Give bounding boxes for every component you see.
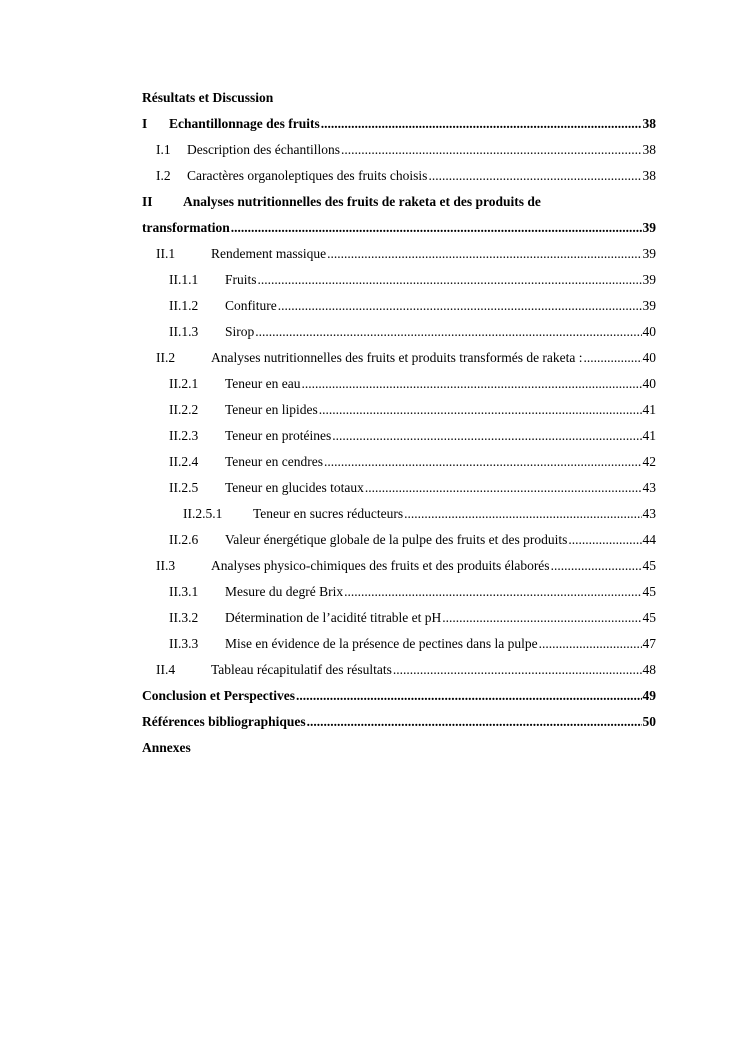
toc-entry-I-1[interactable] — [142, 140, 656, 166]
dot-leader — [319, 400, 642, 420]
toc-entry-number: II.3 — [156, 558, 176, 573]
toc-entry-label: Détermination de l’acidité titrable et pH — [225, 610, 442, 625]
toc-entry-number: II.2.3 — [169, 428, 199, 443]
toc-entry-I-2[interactable] — [142, 166, 656, 192]
toc-entry-page: 39 — [642, 298, 656, 313]
toc-entry-II-1-2[interactable] — [142, 296, 656, 322]
toc-entry-number: I — [142, 116, 148, 131]
toc-entry-II-3-1[interactable] — [142, 582, 656, 608]
toc-entry-II-3[interactable] — [142, 556, 656, 582]
toc-entry-label: Teneur en lipides — [225, 402, 318, 417]
dot-leader — [296, 686, 642, 706]
dot-leader — [365, 478, 642, 498]
toc-entry-II-2-1[interactable] — [142, 374, 656, 400]
toc-entry-page: 40 — [642, 350, 656, 365]
toc-entry-I[interactable] — [142, 114, 656, 140]
toc-entry-number: II.1.2 — [169, 298, 199, 313]
toc-entry-number: I.1 — [156, 142, 171, 157]
toc-entry-page: 38 — [642, 116, 656, 131]
dot-leader — [307, 712, 642, 732]
toc-entry-page: 39 — [642, 272, 656, 287]
toc-entry-label: Valeur énergétique globale de la pulpe des fruits et des produits — [225, 532, 568, 547]
toc-entry-number: II.2.2 — [169, 402, 199, 417]
toc-entry-page: 45 — [642, 584, 656, 599]
dot-leader — [551, 556, 642, 576]
toc-entry-number: II.2.6 — [169, 532, 199, 547]
toc-entry-label: Références bibliographiques — [142, 714, 306, 729]
dot-leader — [341, 140, 642, 160]
table-of-contents — [142, 88, 656, 764]
toc-entry-label: Confiture — [225, 298, 277, 313]
toc-entry-label: Caractères organoleptiques des fruits choisis — [187, 168, 428, 183]
toc-entry-II-4[interactable] — [142, 660, 656, 686]
toc-entry-label: Tableau récapitulatif des résultats — [211, 662, 392, 677]
toc-entry-number: I.2 — [156, 168, 171, 183]
toc-entry-page: 47 — [642, 636, 656, 651]
toc-entry-page: 43 — [642, 480, 656, 495]
toc-entry-number: II.2.5 — [169, 480, 199, 495]
toc-entry-label-line2: transformation — [142, 220, 230, 235]
dot-leader — [584, 348, 642, 368]
toc-entry-label: Teneur en sucres réducteurs — [253, 506, 404, 521]
toc-entry-page: 40 — [642, 324, 656, 339]
toc-entry-number: II.2.1 — [169, 376, 199, 391]
toc-entry-page: 45 — [642, 610, 656, 625]
toc-entry-label: Teneur en protéines — [225, 428, 332, 443]
dot-leader — [327, 244, 641, 264]
toc-entry-page: 48 — [642, 662, 656, 677]
toc-entry-page: 38 — [642, 168, 656, 183]
toc-entry-page: 50 — [642, 714, 656, 729]
dot-leader — [321, 114, 642, 134]
toc-entry-II-1-3[interactable] — [142, 322, 656, 348]
toc-entry-II-2-6[interactable] — [142, 530, 656, 556]
toc-entry-page: 44 — [642, 532, 656, 547]
toc-entry-label: Teneur en glucides totaux — [225, 480, 364, 495]
toc-entry-label: Rendement massique — [211, 246, 327, 261]
section-title: Résultats et Discussion — [142, 90, 274, 105]
toc-entry-number: II.2.5.1 — [183, 506, 223, 521]
toc-entry-references[interactable] — [142, 712, 656, 738]
dot-leader — [539, 634, 642, 654]
toc-entry-label: Description des échantillons — [187, 142, 340, 157]
dot-leader — [442, 608, 641, 628]
toc-entry-II-2-5[interactable] — [142, 478, 656, 504]
toc-entry-number: II.1.3 — [169, 324, 199, 339]
toc-entry-number: II.1.1 — [169, 272, 199, 287]
toc-entry-II[interactable] — [142, 192, 656, 244]
toc-entry-page: 41 — [642, 402, 656, 417]
toc-entry-label: Analyses physico-chimiques des fruits et des produits élaborés — [211, 558, 550, 573]
toc-entry-II-2-4[interactable] — [142, 452, 656, 478]
toc-entry-page: 49 — [642, 688, 656, 703]
toc-entry-page: 45 — [642, 558, 656, 573]
toc-entry-number: II.3.1 — [169, 584, 199, 599]
dot-leader — [302, 374, 642, 394]
toc-entry-number: II.2 — [156, 350, 176, 365]
toc-entry-page: 41 — [642, 428, 656, 443]
toc-entry-page: 42 — [642, 454, 656, 469]
toc-entry-number: II.3.2 — [169, 610, 199, 625]
dot-leader — [324, 452, 641, 472]
toc-entry-number: II.4 — [156, 662, 176, 677]
dot-leader — [255, 322, 641, 342]
dot-leader — [393, 660, 642, 680]
toc-entry-label: Echantillonnage des fruits — [169, 116, 320, 131]
toc-entry-II-3-3[interactable] — [142, 634, 656, 660]
toc-entry-page: 43 — [642, 506, 656, 521]
toc-entry-label: Teneur en cendres — [225, 454, 324, 469]
dot-leader — [278, 296, 642, 316]
toc-entry-conclusion[interactable] — [142, 686, 656, 712]
toc-entry-number: II.1 — [156, 246, 176, 261]
toc-entry-II-2[interactable] — [142, 348, 656, 374]
toc-entry-page: 39 — [642, 246, 656, 261]
toc-entry-label: Fruits — [225, 272, 257, 287]
toc-entry-II-1-1[interactable] — [142, 270, 656, 296]
dot-leader — [258, 270, 642, 290]
toc-entry-II-2-3[interactable] — [142, 426, 656, 452]
annexes-title[interactable]: Annexes — [142, 740, 191, 755]
toc-entry-number: II.3.3 — [169, 636, 199, 651]
toc-entry-page: 38 — [642, 142, 656, 157]
toc-entry-II-2-5-1[interactable] — [142, 504, 656, 530]
dot-leader — [404, 504, 641, 524]
dot-leader — [332, 426, 641, 446]
toc-entry-label: Mise en évidence de la présence de pectines dans la pulpe — [225, 636, 538, 651]
toc-entry-label: Mesure du degré Brix — [225, 584, 344, 599]
toc-entry-label: Conclusion et Perspectives — [142, 688, 295, 703]
toc-entry-II-1[interactable] — [142, 244, 656, 270]
toc-entry-number: II — [142, 194, 153, 209]
toc-entry-page: 40 — [642, 376, 656, 391]
toc-entry-label: Analyses nutritionnelles des fruits et produits transformés de raketa : — [211, 350, 583, 365]
dot-leader — [428, 166, 641, 186]
toc-entry-number: II.2.4 — [169, 454, 199, 469]
toc-entry-II-2-2[interactable] — [142, 400, 656, 426]
dot-leader — [231, 218, 642, 238]
toc-entry-label: Sirop — [225, 324, 255, 339]
toc-entry-label: Teneur en eau — [225, 376, 301, 391]
dot-leader — [344, 582, 641, 602]
toc-entry-II-3-2[interactable] — [142, 608, 656, 634]
toc-entry-label-line1: Analyses nutritionnelles des fruits de raketa et des produits de — [183, 194, 541, 209]
dot-leader — [568, 530, 641, 550]
toc-entry-page: 39 — [642, 220, 656, 235]
